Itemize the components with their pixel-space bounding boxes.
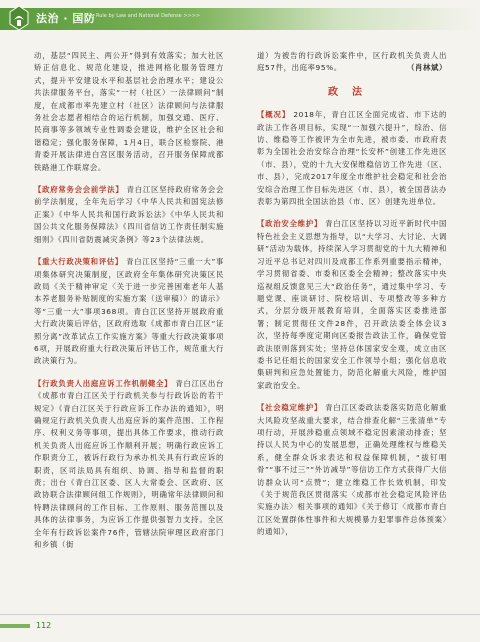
- district-logo-icon: [6, 4, 32, 32]
- entry-text: 2018年，青白江区全面完成省、市下达的政法工作各项目标，实现“一加强六提升”，综治、信访、维稳等工作被评为全市先进，被市委、市政府表彰为全国社会治安综合治理“长安杯”创建工作先进区（市、县），党的十九大安保维稳信访工作先进（区、市、县），完成2017年度全市维护社会稳定和社会治安综合治理工作目标先进区（市、县），被全国普法办表彰为第四批全国法治县（市、区）创建先进单位。: [257, 110, 448, 207]
- entry-tag: 【 概况 】: [257, 110, 290, 119]
- entry-tag: 【 政治安全维护 】: [257, 219, 322, 228]
- entry-text: 青白江区坚持政府常务会会前学法制度，全年先后学习《中华人民共和国宪法修正案》《中华人民共和国行政诉讼法》《中华人民共和国公共文化服务保障法》《四川省信访工作责任制实施细则》《四川省防震减灾条例》等23个法律法规。: [34, 185, 224, 244]
- entry-tag: 【 政府常务会会前学法 】: [34, 185, 123, 194]
- author-credit: （肖林斌）: [407, 63, 447, 73]
- entry-tag: 【 重大行政决策和评估 】: [34, 257, 123, 266]
- continued-text: 道）为被告的行政诉讼案件中，区行政机关负责人出庭57件，出庭率95%。: [257, 51, 447, 73]
- entry-text: 青白江区委政法委落实防范化解重大风险攻坚战重大要求，结合排查化解“三张清单”专项行动，开展涉稳重点领域不稳定因素滚动排查；坚持以人民为中心的发展思想，正确处理维权与维稳关系，健全群众诉求表达和权益保障机制，“拔钉唱骨”“事不过三”“外访减导”等信访工作方式获得广大信访群众认可“点赞”；建立维稳工作长效机制，印发《关于规范我区贯彻落实〈成都市社会稳定风险评估实施办法〉相关事项的通知》《关于修订〈成都市青白江区处置群体性事件和大规模暴力犯罪事件总体预案〉的通知》，: [257, 403, 447, 537]
- section-header-subtitle: Rule by Law and National Defense >>>>: [96, 13, 201, 19]
- section-title: 政法: [328, 86, 376, 98]
- entry-text: 青白江区出台《成都市青白江区关于行政机关参与行政诉讼的若干规定》《青白江区关于行政应诉工作办法的通知》，明确规定行政机关负责人出庭应诉的案件范围、工作程序、权利义务等事项，提出具体工作要求，推动行政机关负责人出庭应诉工作顺利开展；明确行政应诉工作职责分工，被诉行政行为承办机关具有行政应诉的职责，区司法局具有组织、协调、指导和监督的职责；出台《青白江区委、区人大常委会、区政府、区政协联合法律顾问组工作规则》，明确常年法律顾问和特聘法律顾问的工作目标、工作原则、服务范围以及具体的法律事务，为应诉工作提供强智力支持。全区全年有行政诉讼案件76件，管辖法院审理区政府部门和乡镇（街: [34, 378, 224, 550]
- entry-social-stability: [257, 402, 447, 538]
- continued-paragraph: [257, 50, 447, 75]
- page-number: 112: [36, 621, 52, 630]
- entry-political-security: [257, 218, 447, 392]
- right-column: [257, 50, 447, 539]
- continued-paragraph: 动，基层“四民主、两公开”得到有效落实；加大社区矫正信息化、规范化建设，推进网格化服务管理方式，提升平安建设水平和基层社会治理水平；建设公共法律服务平台，落实“一村（社区）一法律顾问”制度，在成都市率先建立村（社区）法律顾问与法律服务社会志愿者相结合的运行机制，加强交通、医疗、民商事等多领域专业性调委会建设，维护全区社会和谐稳定；强化服务保障，1月4日，联合区检察院、港青委开展法律进白宫区服务活动，召开服务保障成都铁路港工作联席会。: [34, 51, 224, 172]
- footer-accent-bar: [0, 624, 30, 628]
- left-column: [34, 50, 224, 551]
- entry-text: 青白江区坚持以习近平新时代中国特色社会主义思想为指导，以“大学习、大讨论、大调研”活动为载体，持续深入学习贯彻党的十九大精神和习近平总书记对四川及成都工作系列重要指示精神，学习贯彻省委、市委和区委全会精神；整改落实中央巡视组反馈意见三大“政治任务”，通过集中学习、专题党课、座谈研讨、院校培训、专项整改等多种方式，分层分级开展教育培训，全面落实区委推进部署；制定贯彻任文件28件，召开政法委全体会议3次，坚持每季度定期向区委报告政法工作，确保党管政法原则落到实处；坚持总体国家安全观，成立由区委书记任组长的国家安全工作领导小组；强化信息收集研判和应急处置能力，防范化解重大风险，维护国家政治安全。: [257, 219, 447, 390]
- entry-text: 青白江区坚持“三重一大”事项集体研究决策制度，区政府全年集体研究决策区民政局《关于精神审定〈关于进一步完善困难老年人基本养老服务补贴制度的实施方案（送审稿）〉的请示》等“三重一大”事项368项。青白江区坚持开展政府重大行政决策后评估，区政府选取《成都市青白江区“证照分离”改革试点工作实施方案》等重大行政决策事项6项，开展政府重大行政决策后评估工作，规范重大行政决策行为。: [34, 257, 224, 366]
- page-header: [0, 0, 480, 46]
- entry-pre-meeting-law-study: [34, 184, 224, 246]
- entry-tag: 【 行政负责人出庭应诉工作机制健全 】: [34, 379, 172, 388]
- entry-tag: 【 社会稳定维护 】: [257, 403, 322, 412]
- entry-court-appearance-mechanism: [34, 378, 224, 552]
- entry-overview: [257, 109, 447, 208]
- section-header-title: 法治 · 国防: [36, 12, 96, 25]
- entry-major-decision-evaluation: [34, 256, 224, 368]
- footer-divider: [0, 614, 480, 615]
